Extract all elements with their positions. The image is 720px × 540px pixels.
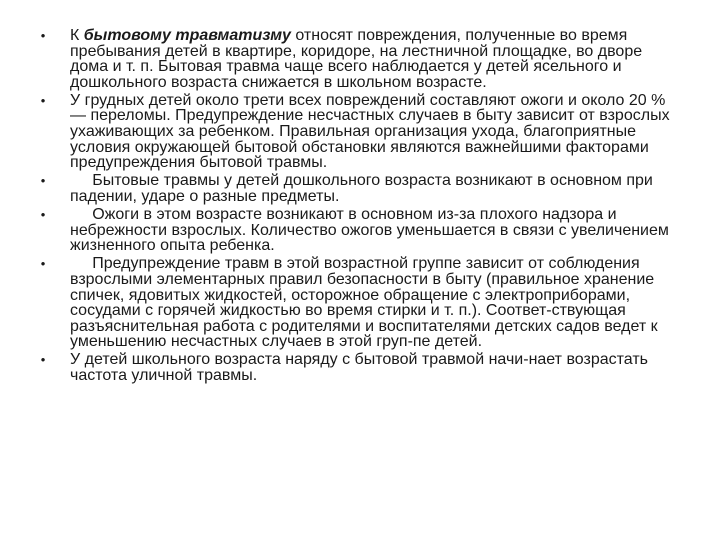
paragraph-body: относят повреждения, полученные во время пребывания детей в квартире, коридоре, на лестничной площадке, во дворе дома и т. п. Бытовая травма чаще всего наблюдается у детей ясельного и дошкольного возраста снижается в школьном возрасте. — [70, 27, 643, 91]
paragraph-body: Ожоги в этом возрасте возникают в основном из-за плохого надзора и небрежности взрослых. Количество ожогов уменьшается в связи с увеличением жизненного опыта ребенка. — [70, 206, 669, 255]
list-item — [36, 207, 676, 254]
list-item — [36, 93, 676, 171]
list-item — [36, 352, 676, 383]
list-item — [36, 256, 676, 350]
paragraph-text — [70, 28, 676, 90]
paragraph-text — [70, 256, 676, 350]
paragraph-body: Предупреждение травм в этой возрастной группе зависит от соблюдения взрослыми элементарных правил безопасности в быту (правильное хранение спичек, ядовитых жидкостей, осторожное обращение с электроприборами, сосудами с горячей жидкостью во время стирки и т. п.). Соответ-ствующая разъяснительная работа с родителями и воспитателями детских садов ведет к уменьшению несчастных случаев в этой груп-пе детей. — [70, 255, 658, 351]
list-item — [36, 28, 676, 90]
paragraph-prefix: К — [70, 27, 84, 44]
list-item — [36, 173, 676, 204]
bullet-marker: • — [40, 256, 46, 272]
paragraph-text — [70, 207, 676, 254]
bullet-marker: • — [40, 92, 46, 108]
paragraph-body: Бытовые травмы у детей дошкольного возраста возникают в основном при падении, ударе о разные предметы. — [70, 172, 653, 205]
bullet-list — [36, 28, 676, 386]
bullet-marker: • — [40, 173, 46, 189]
paragraph-text — [70, 173, 676, 204]
bullet-marker: • — [40, 207, 46, 223]
bullet-marker: • — [40, 352, 46, 368]
paragraph-text: У грудных детей около трети всех повреждений составляют ожоги и около 20 % — переломы. Предупреждение несчастных случаев в быту зависит от взрослых ухаживающих за ребенком. Правильная организация ухода, благоприятные условия окружающей бытовой обстановки являются важнейшими факторами предупреждения бытовой травмы. — [70, 91, 670, 172]
emphasized-term: бытовому травматизму — [83, 27, 291, 44]
paragraph-text: У детей школьного возраста наряду с бытовой травмой начи-нает возрастать частота уличной травмы. — [70, 351, 648, 384]
bullet-marker: • — [40, 28, 46, 43]
